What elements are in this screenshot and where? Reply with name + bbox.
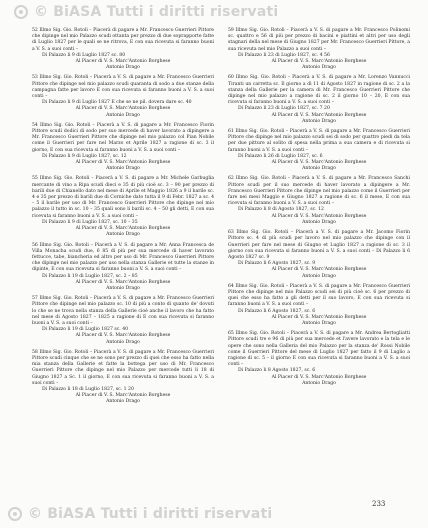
entry-date: Di Palazzo li 19 di Luglio 1827, sc. 2 – 85 bbox=[42, 273, 138, 279]
document-entry bbox=[32, 176, 214, 238]
entry-signatory: Antonio Drago bbox=[106, 339, 140, 345]
entry-signatory: Antonio Drago bbox=[106, 112, 140, 118]
entry-date: Di Palazzo li 8 Agosto 1827, sc. 6 bbox=[238, 368, 316, 374]
entry-signatory: Antonio Drago bbox=[106, 399, 140, 405]
entry-body: 60 Illmo Sig. Gio. Rotoli – Piacerà a V. S. di pagare a Mr. Lorenzo Vannucci Tiranti un carretta sc. Il giorno a dì 11 di Agosto 1827 in ragione di sc. 2 a la stanza della Gallerie per la camera di Mr. Francesco Guerrieri Pittore che dipinge nel mio palazzo a ragione di sc. 2 il giorno 10 – 20, E con sua ricevuta si faranno buoni a V. S. a suoi conti – bbox=[228, 75, 410, 106]
left-column bbox=[32, 28, 214, 410]
entry-body: 58 Illmo Sig. Gio. Rotoli – Piacerà a V. S. di pagare a Mr. Francesco Guerrieri Pittore scudi cinque che se ne sono per prezzo di quei che esso ha fatto nella mia stanza della Gallerie et fatte la bottega per uso di Mr. Francesco Guerrieri Pittore che dipinge nel mio Palazzo per mercede tutti li 18 di Giugno 1827 a Sc. 1 il giorno, E con sua ricevuta si faranno buoni a V. S. a suoi conti – bbox=[32, 349, 214, 386]
entry-body: 56 Illmo Sig. Gio. Rotoli – Piacerà a V. S. di pagare a Mr. Anna Francesca de Villa Monacha scudi due, 6 85 di più per sua mercede di haver lavorato fettucce, tabe, biancheria ed altro per uso di Mr. Francesco Guerrieri Pittore che dipinge nel mio palazzo per uso nella stanza Gallerie et tutte la stanze in dipinte, E con sua ricevuta si faranno buoni a V. S. a suoi conti – bbox=[32, 242, 214, 273]
entry-date: Di Palazzo li 9 di Luglio 1827 sc. 80 bbox=[42, 52, 126, 58]
entry-date: Di Palazzo li 9 di Luglio 1827 E che se ne pil. dovera dare sc. 40 bbox=[42, 100, 192, 106]
document-entry bbox=[228, 284, 410, 327]
entry-signature: Al Piacer di V. S. Marc'Antonio Borghese bbox=[75, 393, 171, 399]
right-column bbox=[228, 28, 410, 391]
copyright-icon bbox=[14, 5, 28, 19]
entry-signature: Al Piacer di V. S. Marc'Antonio Borghese bbox=[75, 279, 171, 285]
document-entry bbox=[32, 123, 214, 173]
entry-body: 63 Illmo Sig. Gio. Rotoli – Piacerà a V. S. di pagare a Mr. Jacomo Fiorin Pittore sc. 4 di più scudi per lavoro nel mio palazzo che dipinge con il Guerrieri per fare nel mese di Giugno et Luglio 1827 a ragione di sc. 3 il giorno con sua ricevuta si faranno buoni a V. S. a suoi conti – Di Palazzo li 6 Agosto 1827 sc. 9 bbox=[228, 230, 410, 260]
entry-body: 57 Illmo Sig. Gio. Rotoli – Piacerà a V. S. di pagare a Mr. Francesco Guerrieri Pittore che dipinge nel mio palazzo sc. 10 di più a conto di quanto de' dovuti lo che se ne trova nella stanza della Gallerie cioè anche il lavoro che ha fatto nel mese di Agosto 1827 – 1825 a ragione di E con sua ricevuta si faranno buoni a V. S. a suoi conti – bbox=[32, 296, 214, 326]
document-entry bbox=[228, 129, 410, 172]
entry-signatory: Antonio Drago bbox=[106, 65, 140, 71]
entry-signature: Al Piacer di V. S. Marc'Antonio Borghese bbox=[75, 333, 171, 339]
entry-signature: Al Piacer di V. S. Marc'Antonio Borghese bbox=[271, 160, 367, 166]
entry-date: Di Palazzo li 6 Agosto 1827, sc. 6 bbox=[238, 308, 316, 314]
entry-signature: Al Piacer di V. S. Marc'Antonio Borghese bbox=[271, 213, 367, 219]
document-entry bbox=[228, 331, 410, 387]
entry-signature: Al Piacer di V. S. Marc'Antonio Borghese bbox=[271, 59, 367, 65]
entry-signatory: Antonio Drago bbox=[302, 380, 336, 386]
document-entry bbox=[32, 28, 214, 71]
entry-body: 59 Illmo Sig. Gio. Rotoli – Piacerà a V. S. di pagare a Mr. Francesco Polinomi sc. quattro e 56 di più per prezzo di bacini e piattini et altri per uso degli stagnari della nel mese di Giugno 1827 per Mr. Francesco Guerrieri Pittore, a sua ricevuta nel mio Palazzo a suoi conti – bbox=[228, 28, 410, 52]
entry-signature: Al Piacer di V. S. Marc'Antonio Borghese bbox=[75, 106, 171, 112]
entry-signature: Al Piacer di V. S. Marc'Antonio Borghese bbox=[75, 160, 171, 166]
entry-body: 53 Illmo Sig. Gio. Rotoli – Piacerà a V. S. di pagare a Mr. Francesco Guerrieri Pittore che dipinge nel mio palazzo scudi quaranta di sodo a due stanze della campagna fatte per lavoro E con sua ricevuta si faranno buoni a V. S. a suoi conti – bbox=[32, 75, 214, 100]
entry-date: Di Palazzo li 9 di Luglio 1827, sc. 10 – 35 bbox=[42, 219, 138, 225]
entry-date: Di Palazzo li 8 di Agosto 1827, sc. 12 bbox=[238, 207, 324, 213]
entry-body: 65 Illmo Sig. Gio. Rotoli – Piacerà a V. S. di pagare a Mr. Andrea Bertogliatti Pittore scudi tre e 96 di più per sua mercede et l'avere lavorato e la tela e le opere che sono nella Galleria del mio Palazzo per la stanza de' Rossi Nobile come il Guerrieri Pittore del mese di Luglio 1827 per fatto il 9 di Luglio a ragione di sc. 5 – il giorno E con sua ricevuta si faranno buoni a V. S. a suoi conti – bbox=[228, 331, 410, 368]
entry-signatory: Antonio Drago bbox=[302, 65, 336, 71]
entry-body: 52 Illmo Sig. Gio. Rotoli – Piacerà di pagare a Mr. Francesco Guerrieri Pittore che dipinge nel mio Palazzo scudi ottanta per prezzo di due soprapporte fatte di Luglio 1827 per le quali se ne ritrova, E con sua ricevuta si faranno buoni a V. S. a suoi conti – bbox=[32, 28, 214, 52]
document-entry bbox=[32, 350, 214, 406]
document-entry bbox=[32, 75, 214, 118]
entry-signatory: Antonio Drago bbox=[302, 320, 336, 326]
document-entry bbox=[228, 28, 410, 71]
entry-body: 61 Illmo Sig. Gio. Rotoli – Piacerà a V. S. di pagare a Mr. Francesco Guerrieri Pittore che dipinge nel mio palazzo scudi sei di sodo per quattro piedi da tela per due pitture al solito di spesa nella prima a sua camera e di ricevuta si faranno buoni a V. S. a suoi conti – bbox=[228, 129, 410, 153]
entry-date: Di Palazzo li 6 Agosto 1827, sc. 9 bbox=[238, 261, 316, 267]
entry-signatory: Antonio Drago bbox=[302, 273, 336, 279]
entry-signature: Al Piacer di V. S. Marc'Antonio Borghese bbox=[75, 226, 171, 232]
page-number: 233 bbox=[372, 500, 386, 508]
entry-body: 64 Illmo Sig. Gio. Rotoli – Piacerà a V. S. di pagare a Mr. Francesco Guerrieri Pittore che dipinge nel mio Palazzo scudi sei di più cioè sc. 6 per prezzo di quei che esso ha fatto a gli detti per il suo lavoro, E con sua ricevuta si faranno buoni a V. S. a suoi conti – bbox=[228, 283, 410, 308]
entry-signatory: Antonio Drago bbox=[106, 166, 140, 172]
entry-date: Di Palazzo li 23 di Luglio 1827, sc. 7 20 bbox=[238, 106, 330, 112]
entry-signatory: Antonio Drago bbox=[302, 166, 336, 172]
entry-signatory: Antonio Drago bbox=[106, 232, 140, 238]
watermark-bottom: © BiASA Tutti i diritti riservati bbox=[8, 506, 272, 522]
entry-date: Di Palazzo li 9 di Luglio 1827, sc. 12 bbox=[42, 153, 127, 159]
entry-signature: Al Piacer di V. S. Marc'Antonio Borghese bbox=[271, 267, 367, 273]
entry-date: Di Palazzo li 26 di Luglio 1827, sc. 6 bbox=[238, 153, 323, 159]
document-entry bbox=[228, 75, 410, 125]
entry-signature: Al Piacer di V. S. Marc'Antonio Borghese bbox=[271, 314, 367, 320]
entry-signature: Al Piacer di V. S. Marc'Antonio Borghese bbox=[75, 59, 171, 65]
document-entry bbox=[32, 243, 214, 293]
document-entry bbox=[228, 230, 410, 280]
entry-signatory: Antonio Drago bbox=[106, 285, 140, 291]
entry-signatory: Antonio Drago bbox=[302, 118, 336, 124]
entry-date: Di Palazzo li 18 di Luglio 1827, sc. 1 20 bbox=[42, 386, 134, 392]
entry-body: 62 Illmo Sig. Gio. Rotoli – Piacerà a V. S. di pagare a Mr. Francesco Sanchi Pittore scudi per il suo mercede di haver lavorato a dipingere a Mr. Francesco Guerrieri Pittore che dipinge nel mio palazzo come il Guerrieri per fare nei mesi Maggio e Giugno 1827 a ragione di sc. 6 il mese, E con sua ricevuta si faranno buoni a V. S. a suoi conti – bbox=[228, 176, 410, 207]
entry-signatory: Antonio Drago bbox=[302, 219, 336, 225]
entry-signature: Al Piacer di V. S. Marc'Antonio Borghese bbox=[271, 112, 367, 118]
document-entry bbox=[228, 176, 410, 226]
document-entry bbox=[32, 296, 214, 346]
copyright-icon bbox=[8, 507, 22, 521]
entry-date: Di Palazzo li 19 di Luglio 1827 sc. 40 bbox=[42, 327, 129, 333]
entry-body: 54 Illmo Sig. Gio. Rotoli – Piacerà a V. S. di pagare a Mr. Francesco Fiorin Pittore scudi dodici di sodo per suo mercede di haver lavorato a dipingere a Mr. Francesco Guerrieri Pittore che dipinge nel mio palazzo col Pian Nobile come il Guerrieri per fare nel Marzo et Aprile 1827 a ragione di sc. 3 il giorno, E con sua ricevuta si faranno buoni a V. S. a suoi conti – bbox=[32, 122, 214, 153]
watermark-top: © BiASA Tutti i diritti riservati bbox=[14, 4, 278, 20]
entry-date: Di Palazzo li 23 di Luglio 1827, sc. 4 56 bbox=[238, 52, 330, 58]
entry-body: 55 Illmo Sig. Gio. Rotoli – Piacerà a V. S. di pagare a Mr. Michele Garbuglia mercante di vino a Ripa scudi dieci e 35 di più cioè sc. 3 – 90 per prezzo di barili due di Chianello dato nel mese di Aprile et Maggio 1826 a 9 il barile sc. 4 e 35 per prezzo di barili due di Corniche dato tutta il 9 di Febr. 1827 a sc. 4 – 5 il barile per uso di Mr. Francesco Guerrieri Pittore che dipinge nel mio palazzo il tutto in sc. 10 – 35 quali sono li barili sc. 4 – 50 gli detti, E con sua ricevuta si faranno buoni a V. S. a suoi conti – bbox=[32, 176, 214, 219]
entry-signature: Al Piacer di V. S. Marc'Antonio Borghese bbox=[271, 374, 367, 380]
